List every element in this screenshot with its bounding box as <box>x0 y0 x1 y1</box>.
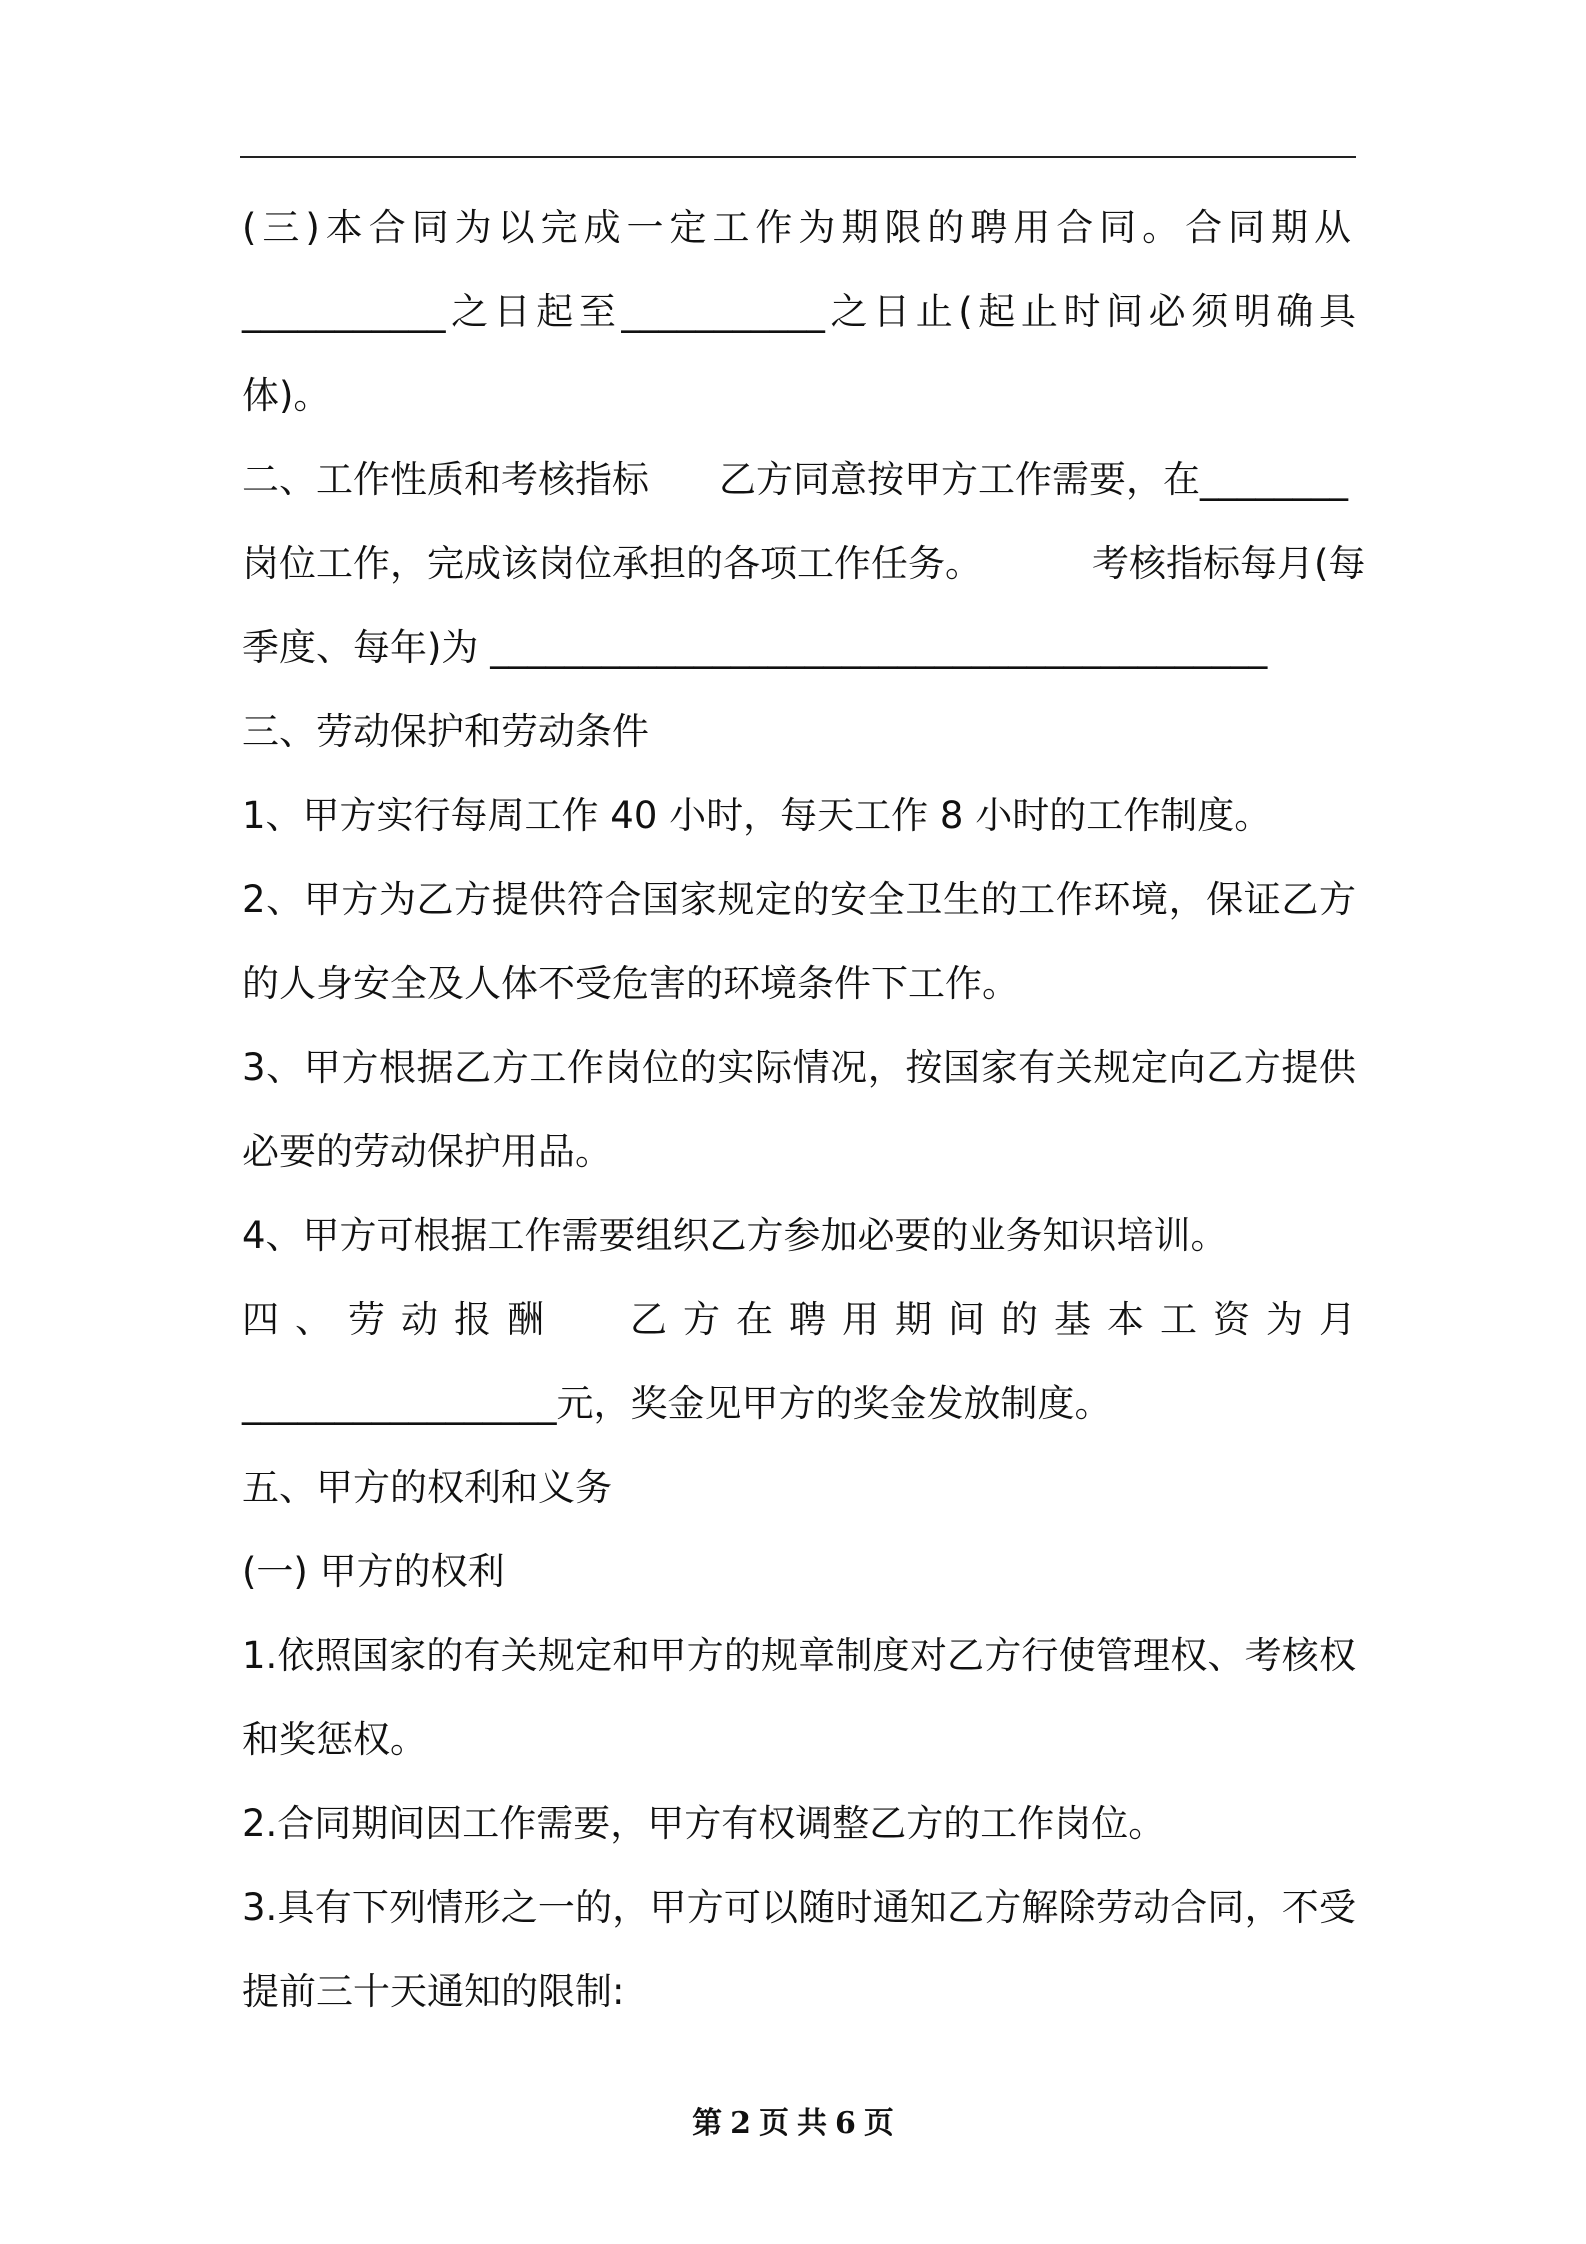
section-heading-pay <box>242 1278 1372 1362</box>
text-line: 必要的劳动保护用品。 <box>242 1130 612 1173</box>
text-segment: 考核指标每月(每 <box>1092 542 1366 585</box>
text-line: ___________之日起至___________之日止(起止时间必须明确具 <box>242 290 1356 333</box>
section-heading-rights: 五、甲方的权利和义务 <box>242 1466 612 1509</box>
text-line: 3、甲方根据乙方工作岗位的实际情况，按国家有关规定向乙方提供 <box>242 1046 1356 1089</box>
footer-label: 页 <box>759 2106 789 2141</box>
current-page-number: 2 <box>730 2106 751 2141</box>
text-line: 体)。 <box>242 374 331 417</box>
text-segment: 乙方在聘用期间的基本工资为月 <box>630 1298 1372 1341</box>
section-title: 四、劳动报酬 <box>242 1298 560 1341</box>
text-line: 2、甲方为乙方提供符合国家规定的安全卫生的工作环境，保证乙方 <box>242 878 1356 921</box>
text-line: 3.具有下列情形之一的，甲方可以随时通知乙方解除劳动合同，不受 <box>242 1886 1356 1929</box>
text-line: 季度、每年)为 __________________________________________ <box>242 626 1268 669</box>
subsection-heading: (一) 甲方的权利 <box>242 1550 505 1593</box>
text-segment: 岗位工作，完成该岗位承担的各项工作任务。 <box>242 542 982 585</box>
total-page-number: 6 <box>835 2106 856 2141</box>
text-line: 4、甲方可根据工作需要组织乙方参加必要的业务知识培训。 <box>242 1214 1228 1257</box>
text-line: 提前三十天通知的限制: <box>242 1970 625 2013</box>
text-segment: 乙方同意按甲方工作需要，在________ <box>719 458 1348 501</box>
footer-label: 页 <box>863 2106 894 2141</box>
text-line: 的人身安全及人体不受危害的环境条件下工作。 <box>242 962 1019 1005</box>
text-line: 1、甲方实行每周工作 40 小时，每天工作 8 小时的工作制度。 <box>242 794 1272 837</box>
header-rule <box>240 156 1356 158</box>
text-line: 2.合同期间因工作需要，甲方有权调整乙方的工作岗位。 <box>242 1802 1166 1845</box>
document-body <box>242 186 1372 2034</box>
section-title: 二、工作性质和考核指标 <box>242 458 649 501</box>
text-line: (三)本合同为以完成一定工作为期限的聘用合同。合同期从 <box>242 206 1356 249</box>
footer-label: 第 <box>692 2106 723 2141</box>
footer-label: 共 <box>797 2106 827 2141</box>
page-number-footer <box>0 2098 1586 2142</box>
section-heading-work <box>242 438 1356 522</box>
text-line: 和奖惩权。 <box>242 1718 427 1761</box>
text-line: _________________元，奖金见甲方的奖金发放制度。 <box>242 1382 1112 1425</box>
text-line <box>242 522 1366 606</box>
section-heading-protection: 三、劳动保护和劳动条件 <box>242 710 649 753</box>
text-line: 1.依照国家的有关规定和甲方的规章制度对乙方行使管理权、考核权 <box>242 1634 1356 1677</box>
